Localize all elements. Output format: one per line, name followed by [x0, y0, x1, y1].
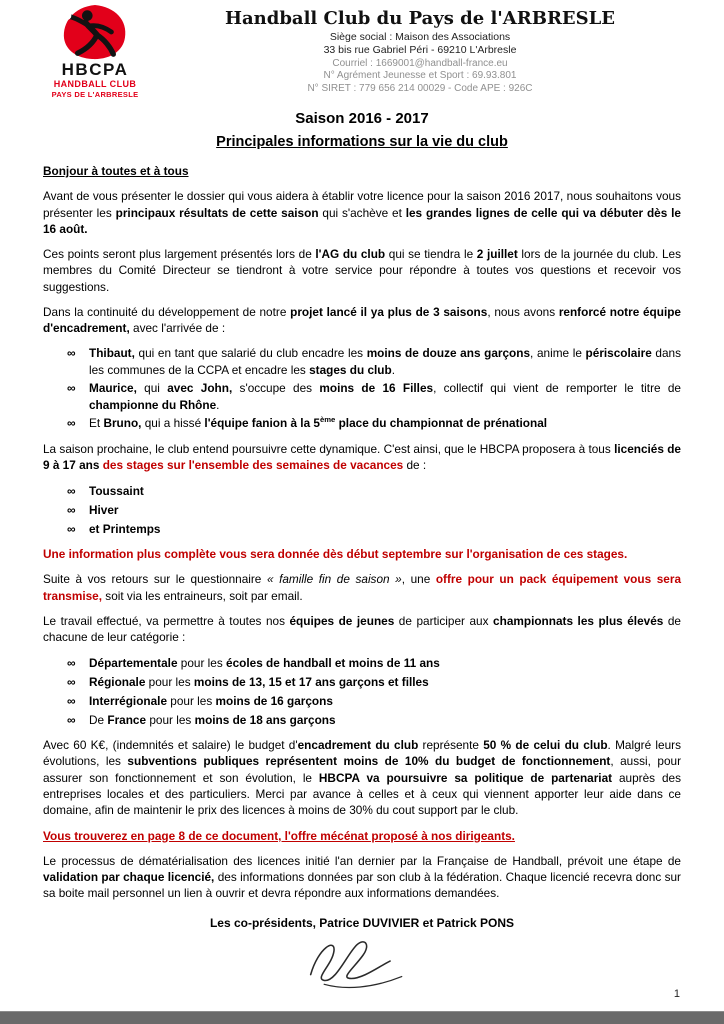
text-segment: des informations données par son club à la fédération. Chaque licencié recevra donc sur sa boite mail personnel un lien à ouvrir et devra répondre aux informations demandées.: [43, 870, 681, 901]
text-segment: Suite à vos retours sur le questionnaire: [43, 572, 267, 587]
text-segment: Le travail effectué, va permettre à toutes nos: [43, 613, 290, 628]
infinity-bullet-icon: ∞: [67, 693, 76, 708]
text-segment: moins de douze ans garçons: [366, 346, 531, 361]
text-segment: , collectif qui vient de remporter le titre de: [433, 381, 681, 396]
club-info: [200, 8, 640, 94]
text-segment: La saison prochaine, le club entend poursuivre cette dynamique. C'est ainsi, que le HBCPA proposera à tous: [43, 442, 615, 456]
list-item: [43, 693, 681, 710]
text-segment: qui a hissé: [141, 416, 205, 431]
text-segment: Dans la continuité du développement de notre: [43, 304, 291, 319]
text-segment: , une: [401, 572, 436, 587]
text-segment: ème: [319, 415, 336, 425]
list-item-text: [89, 345, 681, 378]
text-segment: .: [391, 362, 395, 377]
list-item: [43, 483, 681, 500]
text-segment: Hiver: [89, 502, 119, 517]
text-segment: principaux résultats de cette saison: [115, 205, 319, 220]
infinity-bullet-icon: ∞: [67, 346, 76, 361]
mecenat-paragraph: [43, 828, 681, 844]
text-segment: moins de 18 ans garçons: [194, 712, 336, 727]
text-segment: moins de 13, 15 et 17 ans garçons et filles: [193, 674, 429, 689]
text-segment: Et: [89, 416, 104, 431]
title-block: [0, 110, 724, 150]
list-item: [43, 415, 681, 432]
text-segment: Maurice,: [89, 381, 137, 396]
budget-paragraph: [43, 737, 681, 818]
season-title: Saison 2016 - 2017: [295, 110, 429, 127]
text-segment: , anime le: [530, 346, 586, 361]
club-email-line: Courriel : 1669001@handball-france.eu: [332, 57, 508, 69]
text-segment: Bonjour à toutes et à tous: [43, 164, 189, 178]
infinity-bullet-icon: ∞: [67, 521, 76, 536]
stages-info-paragraph: [43, 546, 681, 562]
stage-periods-list: [43, 483, 681, 538]
list-item-text: [89, 415, 681, 432]
text-segment: , aussi, pour assurer son fonctionnement et son évolution, le: [43, 754, 681, 785]
text-segment: 2 juillet: [476, 247, 518, 262]
greeting-paragraph: [43, 163, 681, 179]
text-segment: pour les: [145, 674, 194, 689]
signature-scribble-icon: [287, 932, 437, 994]
intro-paragraph: [43, 188, 681, 237]
list-item: [43, 345, 681, 378]
club-siret-line: N° SIRET : 779 656 214 00029 - Code APE : 926C: [307, 82, 533, 94]
list-item: [43, 502, 681, 519]
list-item-text: [89, 521, 681, 538]
text-segment: Avant de vous présenter le dossier qui vous aidera à établir votre licence pour la saison 2016 2017, nous souhaitons vous présenter les: [43, 189, 681, 220]
text-segment: l'équipe fanion à la 5: [204, 416, 320, 431]
list-item: [43, 655, 681, 672]
text-segment: avec John,: [167, 381, 233, 396]
infinity-bullet-icon: ∞: [67, 655, 76, 670]
letterhead: [0, 0, 724, 102]
text-segment: Bruno,: [103, 416, 142, 431]
text-segment: qui s'achève et: [318, 205, 406, 220]
text-segment: de :: [403, 458, 427, 473]
list-item-text: [89, 502, 681, 519]
text-segment: , nous avons: [487, 304, 559, 319]
list-item-text: [89, 674, 681, 691]
infinity-bullet-icon: ∞: [67, 674, 76, 689]
text-segment: France: [107, 712, 147, 727]
text-segment: pour les: [167, 693, 216, 708]
text-segment: Toussaint: [89, 483, 144, 498]
page-bottom-bar: [0, 1011, 724, 1024]
text-segment: Ces points seront plus largement présentés lors de: [43, 247, 316, 262]
handwritten-signature: [0, 932, 724, 999]
text-segment: l'AG du club: [315, 247, 386, 262]
text-segment: soit via les entraineurs, soit par email.: [102, 588, 303, 603]
text-segment: validation par chaque licencié,: [43, 870, 215, 885]
text-segment: Le processus de dématérialisation des licences initié l'an dernier par la Française de Handball, prévoit une étape de: [43, 853, 681, 868]
list-item-text: [89, 483, 681, 500]
text-segment: écoles de handball et moins de 11 ans: [226, 655, 440, 670]
list-item: [43, 380, 681, 413]
text-segment: de chacune de leur catégorie :: [43, 613, 681, 645]
text-segment: championne du Rhône: [89, 397, 217, 412]
equipment-paragraph: [43, 571, 681, 604]
text-segment: pour les: [146, 712, 195, 727]
logo-club-line: HANDBALL CLUB: [53, 79, 137, 89]
text-segment: moins de 16 garçons: [215, 693, 333, 708]
text-segment: et Printemps: [89, 521, 161, 536]
project-paragraph: [43, 304, 681, 337]
text-segment: Départementale: [89, 655, 178, 670]
text-segment: qui se tiendra le: [385, 247, 477, 262]
text-segment: des stages sur l'ensemble des semaines de vacances: [102, 458, 404, 473]
club-name: Handball Club du Pays de l'ARBRESLE: [225, 8, 615, 29]
text-segment: offre pour un pack équipement vous sera transmise,: [43, 572, 682, 603]
infinity-bullet-icon: ∞: [67, 483, 76, 498]
handball-player-logo-icon: [56, 4, 134, 60]
document-subtitle: Principales informations sur la vie du club: [216, 134, 508, 150]
club-agrement-line: N° Agrément Jeunesse et Sport : 69.93.801: [323, 70, 517, 81]
text-segment: avec l'arrivée de :: [129, 321, 226, 336]
list-item-text: [89, 712, 681, 729]
text-segment: Thibaut,: [89, 346, 135, 361]
text-segment: subventions publiques représentent moins de 10% du budget de fonctionnement: [127, 754, 611, 769]
infinity-bullet-icon: ∞: [67, 712, 76, 727]
text-segment: les grandes lignes de celle qui va débuter dès le 16 août.: [43, 205, 681, 236]
text-segment: .: [216, 397, 220, 412]
text-segment: Régionale: [89, 674, 146, 689]
text-segment: championnats les plus élevés: [493, 613, 664, 628]
infinity-bullet-icon: ∞: [67, 416, 76, 431]
club-address-line-1: Siège social : Maison des Associations: [329, 30, 511, 43]
ag-paragraph: [43, 246, 681, 295]
text-segment: Une information plus complète vous sera donnée dès début septembre sur l'organisation de ces stages.: [43, 547, 628, 562]
text-segment: représente: [418, 738, 484, 753]
text-segment: projet lancé il ya plus de 3 saisons: [290, 304, 488, 319]
text-segment: Vous trouverez en page 8 de ce document, l'offre mécénat proposé à nos dirigeants.: [43, 828, 515, 843]
dematerialisation-paragraph: [43, 853, 681, 902]
list-item-text: [89, 380, 681, 413]
text-segment: équipes de jeunes: [289, 613, 395, 628]
text-segment: qui: [136, 381, 168, 396]
stages-paragraph: [43, 441, 681, 474]
text-segment: auprès des entreprises locales et des particuliers. Merci par avance à celles et à ceux qui viennent apporter leur aide dans ce domaine, afin de maintenir le prix des licences à moins de 30% du cout support par le club.: [43, 770, 681, 818]
championships-list: [43, 655, 681, 729]
text-segment: . Malgré leurs évolutions, les: [43, 738, 682, 769]
text-segment: place du championnat de prénational: [335, 416, 548, 431]
page-number: 1: [673, 988, 680, 1000]
text-segment: qui en tant que salarié du club encadre les: [134, 346, 367, 361]
staff-list: [43, 345, 681, 432]
text-segment: De: [89, 712, 108, 727]
text-segment: moins de 16 Filles: [319, 381, 434, 396]
list-item: [43, 674, 681, 691]
text-segment: pour les: [177, 655, 227, 670]
text-segment: HBCPA va poursuivre sa politique de partenariat: [318, 770, 613, 785]
logo-region-line: PAYS DE L'ARBRESLE: [51, 90, 139, 99]
text-segment: s'occupe des: [232, 381, 320, 396]
text-segment: licenciés de 9 à 17 ans: [43, 442, 681, 473]
text-segment: lors de la journée du club. Les membres du Comité Directeur se tiendront à votre service pour répondre à toutes vos questions et recevoir vos suggestions.: [43, 247, 681, 294]
teams-paragraph: [43, 613, 681, 646]
text-segment: « famille fin de saison »: [266, 572, 402, 587]
infinity-bullet-icon: ∞: [67, 502, 76, 517]
text-segment: de participer aux: [394, 613, 494, 628]
list-item-text: [89, 693, 681, 710]
text-segment: Avec 60 K€, (indemnités et salaire) le budget d': [43, 738, 298, 753]
club-logo: [34, 4, 156, 99]
list-item-text: [89, 655, 681, 672]
club-address-line-2: 33 bis rue Gabriel Péri - 69210 L'Arbresle: [323, 44, 517, 56]
text-segment: périscolaire: [585, 346, 652, 361]
document-body: [43, 163, 681, 902]
text-segment: dans les communes de la CCPA et encadre les: [89, 346, 681, 377]
text-segment: encadrement du club: [297, 738, 419, 753]
text-segment: 50 % de celui du club: [483, 738, 608, 753]
list-item: [43, 521, 681, 538]
text-segment: Interrégionale: [89, 693, 168, 708]
text-segment: stages du club: [309, 362, 392, 377]
infinity-bullet-icon: ∞: [67, 381, 76, 396]
list-item: [43, 712, 681, 729]
text-segment: renforcé notre équipe d'encadrement,: [43, 304, 681, 336]
logo-acronym: HBCPA: [61, 60, 129, 79]
copresidents-line: Les co-présidents, Patrice DUVIVIER et Patrick PONS: [209, 915, 515, 930]
